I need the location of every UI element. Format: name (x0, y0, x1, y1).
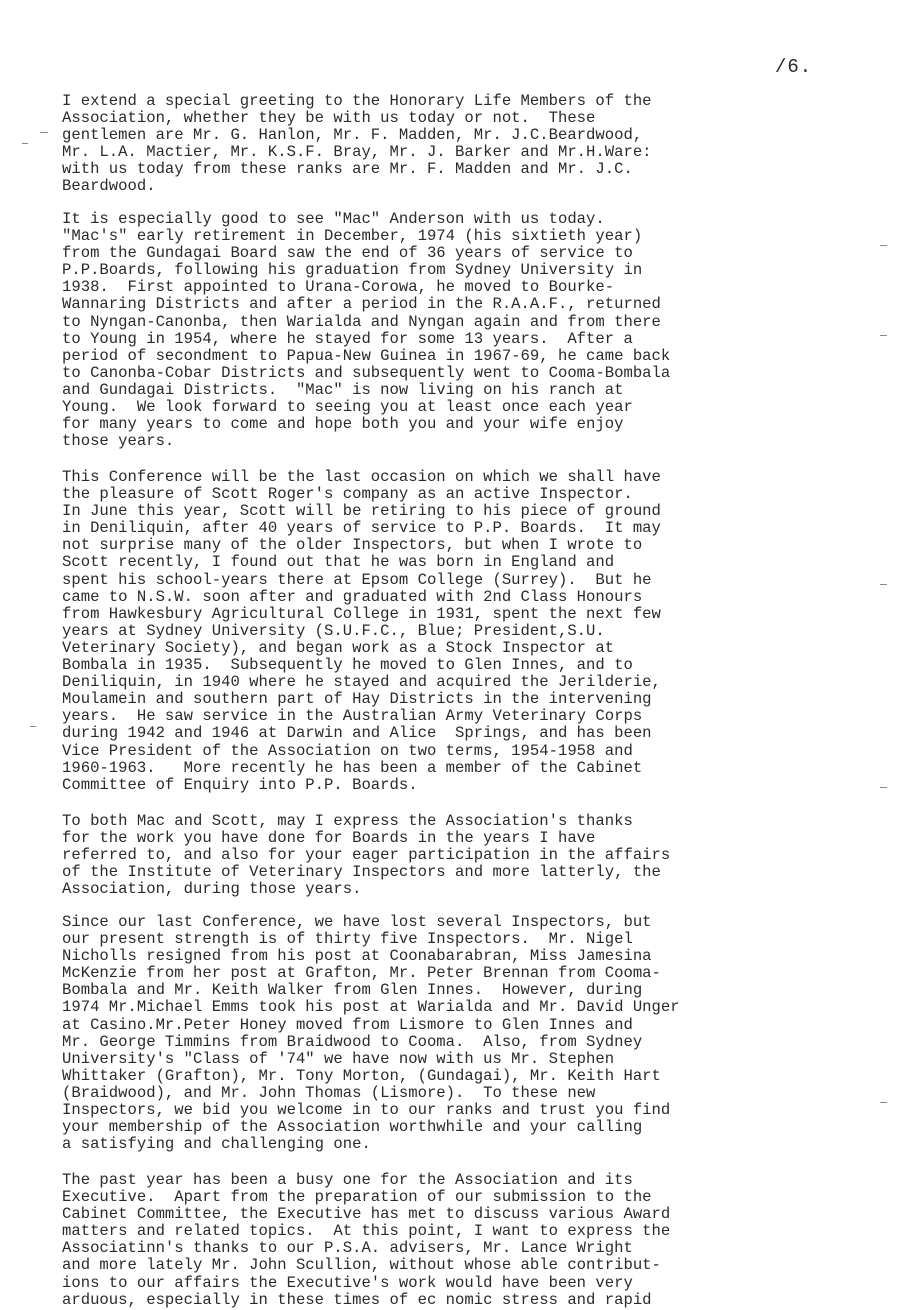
text-line: gentlemen are Mr. G. Hanlon, Mr. F. Madden, Mr. J.C.Beardwood, (62, 126, 643, 145)
paragraph-executive (62, 1172, 670, 1309)
text-line: not surprise many of the older Inspectors, but when I wrote to (62, 536, 643, 555)
text-line: The past year has been a busy one for the Association and its (62, 1171, 633, 1189)
margin-mark (40, 132, 48, 133)
paragraph-mac-anderson (62, 211, 670, 450)
text-line: a satisfying and challenging one. (62, 1135, 371, 1154)
margin-mark (880, 1102, 887, 1103)
text-line: Bombala and Mr. Keith Walker from Glen Innes. However, during (62, 981, 643, 1000)
text-line: spent his school-years there at Epsom College (Surrey). But he (62, 570, 652, 589)
text-line: Associatinn's thanks to our P.S.A. advisers, Mr. Lance Wright (62, 1239, 633, 1258)
text-line: arduous, especially in these times of ec nomic stress and rapid (62, 1290, 652, 1309)
text-line: Association, whether they be with us today or not. These (62, 109, 596, 128)
paragraph-scott-roger (62, 469, 661, 794)
text-line: the pleasure of Scott Roger's company as an active Inspector. (62, 485, 633, 504)
text-line: Moulamein and southern part of Hay Districts in the intervening (62, 690, 652, 709)
text-line: Association, during those years. (62, 880, 362, 899)
text-line: from Hawkesbury Agricultural College in 1931, spent the next few (62, 604, 661, 623)
text-line: In June this year, Scott will be retiring to his piece of ground (62, 502, 661, 521)
margin-mark (30, 726, 36, 727)
paragraph-thanks (62, 813, 670, 898)
text-line: Inspectors, we bid you welcome in to our ranks and trust you find (62, 1101, 671, 1120)
margin-mark (880, 335, 887, 336)
text-line: for many years to come and hope both you and your wife enjoy (62, 415, 624, 434)
text-line: Mr. L.A. Mactier, Mr. K.S.F. Bray, Mr. J. Barker and Mr.H.Ware: (62, 143, 652, 162)
text-line: Deniliquin, in 1940 where he stayed and acquired the Jerilderie, (62, 673, 661, 692)
text-line: Nicholls resigned from his post at Coonabarabran, Miss Jamesina (62, 947, 652, 966)
text-line: 1974 Mr.Michael Emms took his post at Warialda and Mr. David Unger (62, 998, 680, 1017)
text-line: "Mac's" early retirement in December, 1974 (his sixtieth year) (62, 227, 643, 246)
text-line: This Conference will be the last occasion on which we shall have (62, 468, 661, 486)
text-line: Cabinet Committee, the Executive has met to discuss various Award (62, 1205, 671, 1224)
text-line: P.P.Boards, following his graduation from Sydney University in (62, 261, 643, 280)
text-line: Scott recently, I found out that he was born in England and (62, 553, 615, 572)
text-line: our present strength is of thirty five Inspectors. Mr. Nigel (62, 930, 633, 949)
margin-mark (880, 787, 887, 788)
text-line: ions to our affairs the Executive's work would have been very (62, 1273, 633, 1292)
text-line: Executive. Apart from the preparation of our submission to the (62, 1188, 652, 1207)
text-line: your membership of the Association worthwhile and your calling (62, 1118, 643, 1137)
text-line: and Gundagai Districts. "Mac" is now living on his ranch at (62, 380, 624, 399)
text-line: Wannaring Districts and after a period in the R.A.A.F., returned (62, 295, 661, 314)
text-line: years. He saw service in the Australian Army Veterinary Corps (62, 707, 643, 726)
margin-mark (22, 143, 28, 144)
text-line: Mr. George Timmins from Braidwood to Cooma. Also, from Sydney (62, 1032, 643, 1051)
text-line: matters and related topics. At this point, I want to express the (62, 1222, 671, 1241)
page-number: /6. (775, 56, 813, 78)
text-line: It is especially good to see "Mac" Anderson with us today. (62, 210, 605, 228)
margin-mark (880, 584, 887, 585)
text-line: to Nyngan-Canonba, then Warialda and Nyngan again and from there (62, 312, 661, 331)
text-line: came to N.S.W. soon after and graduated with 2nd Class Honours (62, 587, 643, 606)
text-line: and more lately Mr. John Scullion, without whose able contribut- (62, 1256, 661, 1275)
text-line: those years. (62, 432, 175, 451)
text-line: in Deniliquin, after 40 years of service to P.P. Boards. It may (62, 519, 661, 538)
text-line: at Casino.Mr.Peter Honey moved from Lismore to Glen Innes and (62, 1015, 633, 1034)
text-line: Since our last Conference, we have lost several Inspectors, but (62, 913, 652, 931)
text-line: period of secondment to Papua-New Guinea in 1967-69, he came back (62, 346, 671, 365)
text-line: University's "Class of '74" we have now with us Mr. Stephen (62, 1049, 615, 1068)
text-line: years at Sydney University (S.U.F.C., Blue; President,S.U. (62, 621, 605, 640)
text-line: to Young in 1954, where he stayed for some 13 years. After a (62, 329, 633, 348)
text-line: during 1942 and 1946 at Darwin and Alice Springs, and has been (62, 724, 652, 743)
text-line: Committee of Enquiry into P.P. Boards. (62, 775, 418, 794)
text-line: from the Gundagai Board saw the end of 36 years of service to (62, 244, 633, 263)
text-line: with us today from these ranks are Mr. F. Madden and Mr. J.C. (62, 160, 633, 179)
text-line: Beardwood. (62, 177, 156, 196)
text-line: referred to, and also for your eager participation in the affairs (62, 846, 671, 865)
text-line: Young. We look forward to seeing you at least once each year (62, 398, 633, 417)
text-line: Bombala in 1935. Subsequently he moved to Glen Innes, and to (62, 656, 633, 675)
paragraph-honorary-members (62, 93, 652, 196)
paragraph-inspectors (62, 914, 680, 1153)
text-line: of the Institute of Veterinary Inspectors and more latterly, the (62, 863, 661, 882)
text-line: Veterinary Society), and began work as a Stock Inspector at (62, 638, 615, 657)
text-line: 1938. First appointed to Urana-Corowa, he moved to Bourke- (62, 278, 615, 297)
text-line: I extend a special greeting to the Honorary Life Members of the (62, 92, 652, 110)
text-line: 1960-1963. More recently he has been a member of the Cabinet (62, 758, 643, 777)
text-line: to Canonba-Cobar Districts and subsequently went to Cooma-Bombala (62, 363, 671, 382)
text-line: Vice President of the Association on two terms, 1954-1958 and (62, 741, 633, 760)
text-line: for the work you have done for Boards in the years I have (62, 829, 596, 848)
text-line: (Braidwood), and Mr. John Thomas (Lismore). To these new (62, 1083, 596, 1102)
margin-mark (880, 245, 887, 246)
text-line: McKenzie from her post at Grafton, Mr. Peter Brennan from Cooma- (62, 964, 661, 983)
text-line: Whittaker (Grafton), Mr. Tony Morton, (Gundagai), Mr. Keith Hart (62, 1066, 661, 1085)
text-line: To both Mac and Scott, may I express the Association's thanks (62, 812, 633, 830)
